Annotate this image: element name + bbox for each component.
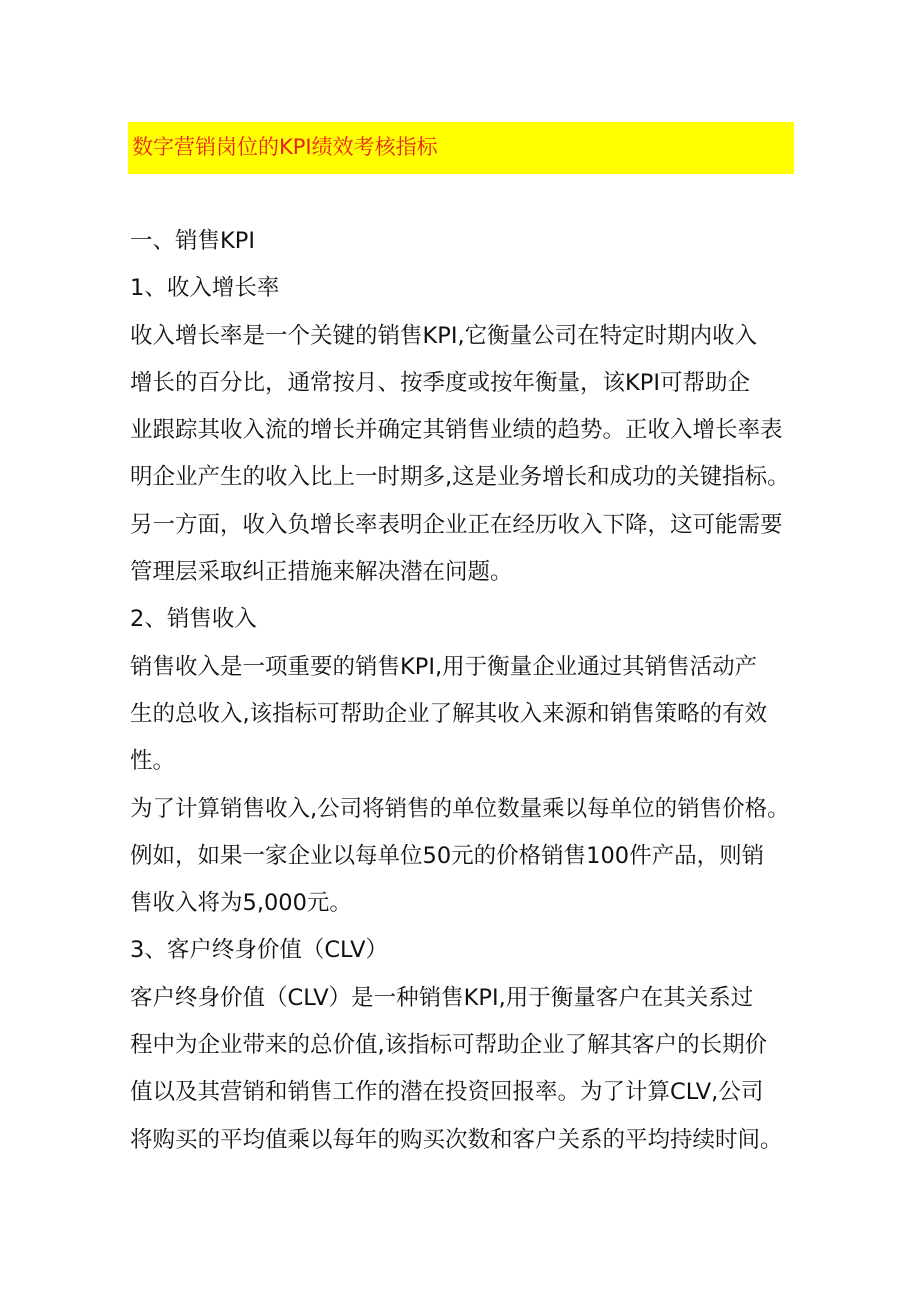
paragraph-line: 增长的百分比，通常按月、按季度或按年衡量，该KPI可帮助企	[130, 369, 750, 396]
paragraph-line: 生的总收入,该指标可帮助企业了解其收入来源和销售策略的有效	[130, 700, 768, 727]
paragraph-line: 例如，如果一家企业以每单位50元的价格销售100件产品，则销	[130, 842, 765, 869]
paragraph-line: 程中为企业带来的总价值,该指标可帮助企业了解其客户的长期价	[130, 1032, 768, 1059]
item-heading-sales-revenue: 2、销售收入	[130, 606, 257, 633]
document-body	[130, 224, 798, 1170]
paragraph-line: 将购买的平均值乘以每年的购买次数和客户关系的平均持续时间。	[130, 1126, 783, 1153]
paragraph-line: 为了计算销售收入,公司将销售的单位数量乘以每单位的销售价格。	[130, 795, 790, 822]
paragraph-line: 另一方面，收入负增长率表明企业正在经历收入下降，这可能需要	[130, 511, 783, 538]
paragraph-line: 销售收入是一项重要的销售KPI,用于衡量企业通过其销售活动产	[130, 653, 758, 680]
item-heading-clv: 3、客户终身价值（CLV）	[130, 937, 388, 964]
title-highlight	[128, 122, 794, 174]
paragraph-line: 售收入将为5,000元。	[130, 890, 352, 917]
paragraph-line: 值以及其营销和销售工作的潜在投资回报率。为了计算CLV,公司	[130, 1079, 764, 1106]
document-title: 数字营销岗位的KPI绩效考核指标	[132, 135, 438, 159]
paragraph-line: 客户终身价值（CLV）是一种销售KPI,用于衡量客户在其关系过	[130, 984, 754, 1011]
paragraph-line: 收入增长率是一个关键的销售KPI,它衡量公司在特定时期内收入	[130, 322, 758, 349]
item-heading-revenue-growth: 1、收入增长率	[130, 275, 280, 302]
paragraph-line: 性。	[130, 748, 176, 775]
paragraph-line: 管理层采取纠正措施来解决潜在问题。	[130, 559, 513, 586]
paragraph-line: 明企业产生的收入比上一时期多,这是业务增长和成功的关键指标。	[130, 464, 790, 491]
paragraph-line: 业跟踪其收入流的增长并确定其销售业绩的趋势。正收入增长率表	[130, 417, 783, 444]
section-heading: 一、销售KPI	[130, 228, 255, 254]
